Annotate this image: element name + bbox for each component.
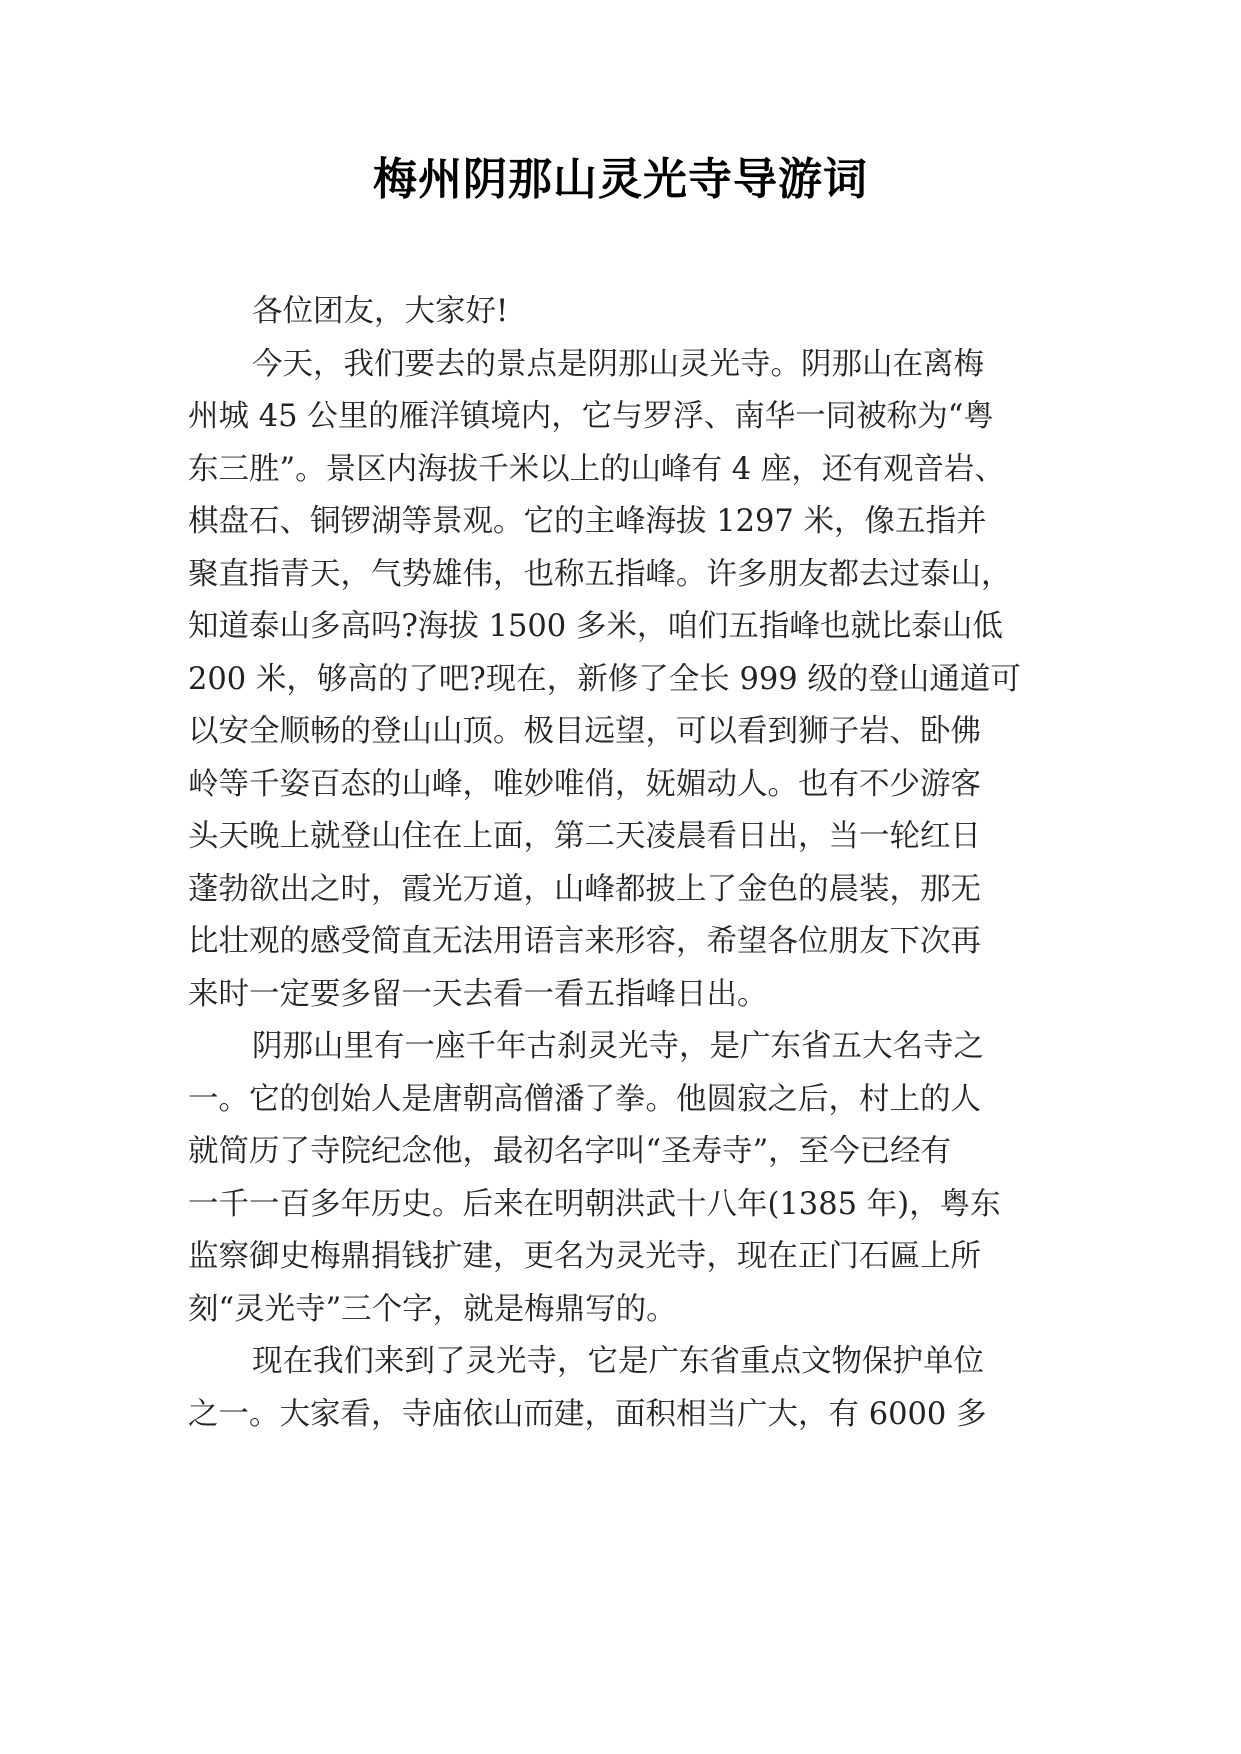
text-line: 来时一定要多留一天去看一看五指峰日出。: [188, 976, 768, 1012]
text-line: 阴那山里有一座千年古刹灵光寺，是广东省五大名寺之: [252, 1029, 984, 1064]
text-line: 今天，我们要去的景点是阴那山灵光寺。阴那山在离梅: [252, 346, 984, 382]
text-line: 刻“灵光寺”三个字，就是梅鼎写的。: [188, 1291, 677, 1327]
text-line: 比壮观的感受简直无法用语言来形容，希望各位朋友下次再: [188, 924, 981, 959]
text-line: 蓬勃欲出之时，霞光万道，山峰都披上了金色的晨装，那无: [188, 871, 981, 907]
text-line: 200 米，够高的了吧?现在，新修了全长 999 级的登山通道可: [188, 661, 1021, 697]
document-title: 梅州阴那山灵光寺导游词: [373, 154, 868, 205]
text-line: 头天晚上就登山住在上面，第二天凌晨看日出，当一轮红日: [188, 819, 981, 854]
text-line: 以安全顺畅的登山山顶。极目远望，可以看到狮子岩、卧佛: [188, 714, 981, 749]
text-line: 州城 45 公里的雁洋镇境内，它与罗浮、南华一同被称为“粤: [188, 399, 994, 434]
text-line: 棋盘石、铜锣湖等景观。它的主峰海拔 1297 米，像五指并: [188, 504, 987, 539]
document-body: [188, 286, 1053, 1441]
text-line: 就简历了寺院纪念他，最初名字叫“圣寿寺”，至今已经有: [188, 1134, 952, 1169]
text-line: 一。它的创始人是唐朝高僧潘了拳。他圆寂之后，村上的人: [188, 1081, 981, 1117]
text-line: 之一。大家看，寺庙依山而建，面积相当广大，有 6000 多: [188, 1396, 987, 1432]
text-line: 东三胜”。景区内海拔千米以上的山峰有 4 座，还有观音岩、: [188, 451, 1005, 487]
text-line: 聚直指青天，气势雄伟，也称五指峰。许多朋友都去过泰山，: [188, 556, 1012, 592]
text-line: 岭等千姿百态的山峰，唯妙唯俏，妩媚动人。也有不少游客: [188, 766, 981, 802]
text-line: 一千一百多年历史。后来在明朝洪武十八年(1385 年)，粤东: [188, 1186, 1001, 1222]
text-line: 现在我们来到了灵光寺，它是广东省重点文物保护单位: [252, 1344, 984, 1379]
text-line: 监察御史梅鼎捐钱扩建，更名为灵光寺，现在正门石匾上所: [188, 1239, 981, 1274]
text-line: 各位团友，大家好!: [252, 294, 509, 329]
text-line: 知道泰山多高吗?海拔 1500 多米，咱们五指峰也就比泰山低: [188, 609, 1003, 644]
